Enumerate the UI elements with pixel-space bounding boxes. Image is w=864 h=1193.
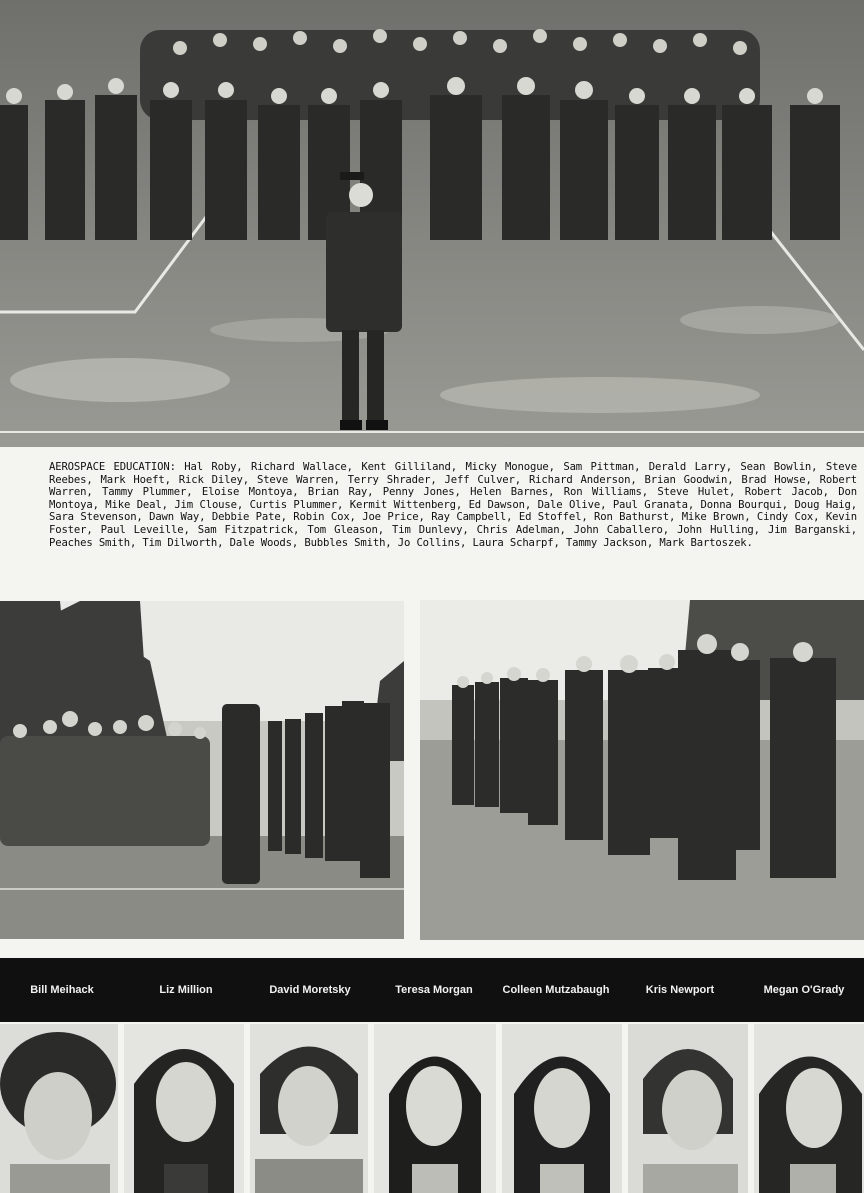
portrait-name-6: Kris Newport bbox=[645, 983, 715, 996]
portrait-photo-3 bbox=[250, 1024, 368, 1193]
portrait-photo-7 bbox=[754, 1024, 864, 1193]
portrait-photo-2 bbox=[124, 1024, 244, 1193]
group-photo-top bbox=[0, 0, 864, 447]
portrait-name-4: Teresa Morgan bbox=[395, 983, 473, 996]
portrait-names-band bbox=[0, 958, 864, 1022]
portrait-name-2: Liz Million bbox=[159, 983, 213, 996]
portrait-name-5: Colleen Mutzabaugh bbox=[502, 983, 610, 996]
portrait-photo-5 bbox=[502, 1024, 622, 1193]
portrait-name-1: Bill Meihack bbox=[30, 983, 94, 996]
photo-inspection-left bbox=[0, 601, 404, 939]
photo-inspection-right bbox=[420, 600, 864, 940]
portrait-photo-4 bbox=[374, 1024, 496, 1193]
portrait-photo-1 bbox=[0, 1024, 118, 1193]
portrait-photo-6 bbox=[628, 1024, 748, 1193]
caption-text: AEROSPACE EDUCATION: Hal Roby, Richard Wallace, Kent Gilliland, Micky Monogue, Sam Pittman, Derald Larry, Sean Bowlin, Steve Reebes, Mark Hoeft, Rick Diley, Steve Warren, Terry Shrader, Jeff Culver, Richard Anderson, Brian Goodwin, Brad Howse, Robert Warren, Tammy Plummer, Eloise Montoya, Brian Ray, Penny Jones, Helen Barnes, Ron Williams, Steve Hulet, Robert Jacob, Don Montoya, Mike Deal, Jim Clouse, Curtis Plummer, Kermit Wittenberg, Ed Dawson, Dale Olive, Paul Granata, Donna Bourqui, Doug Haig, Sara Stevenson, Dawn Way, Debbie Pate, Robin Cox, Joe Price, Ray Campbell, Ed Stoffel, Ron Bathurst, Mike Brown, Cindy Cox, Kevin Foster, Paul Leveille, Sam Fitzpatrick, Tom Gleason, Tim Dunlevy, Chris Adelman, John Caballero, John Hulling, Jim Barganski, Peaches Smith, Tim Dilworth, Dale Woods, Bubbles Smith, Jo Collins, Laura Scharpf, Tammy Jackson, Mark Bartoszek. bbox=[49, 461, 857, 549]
portrait-name-7: Megan O'Grady bbox=[763, 983, 845, 996]
portrait-name-3: David Moretsky bbox=[269, 983, 351, 996]
